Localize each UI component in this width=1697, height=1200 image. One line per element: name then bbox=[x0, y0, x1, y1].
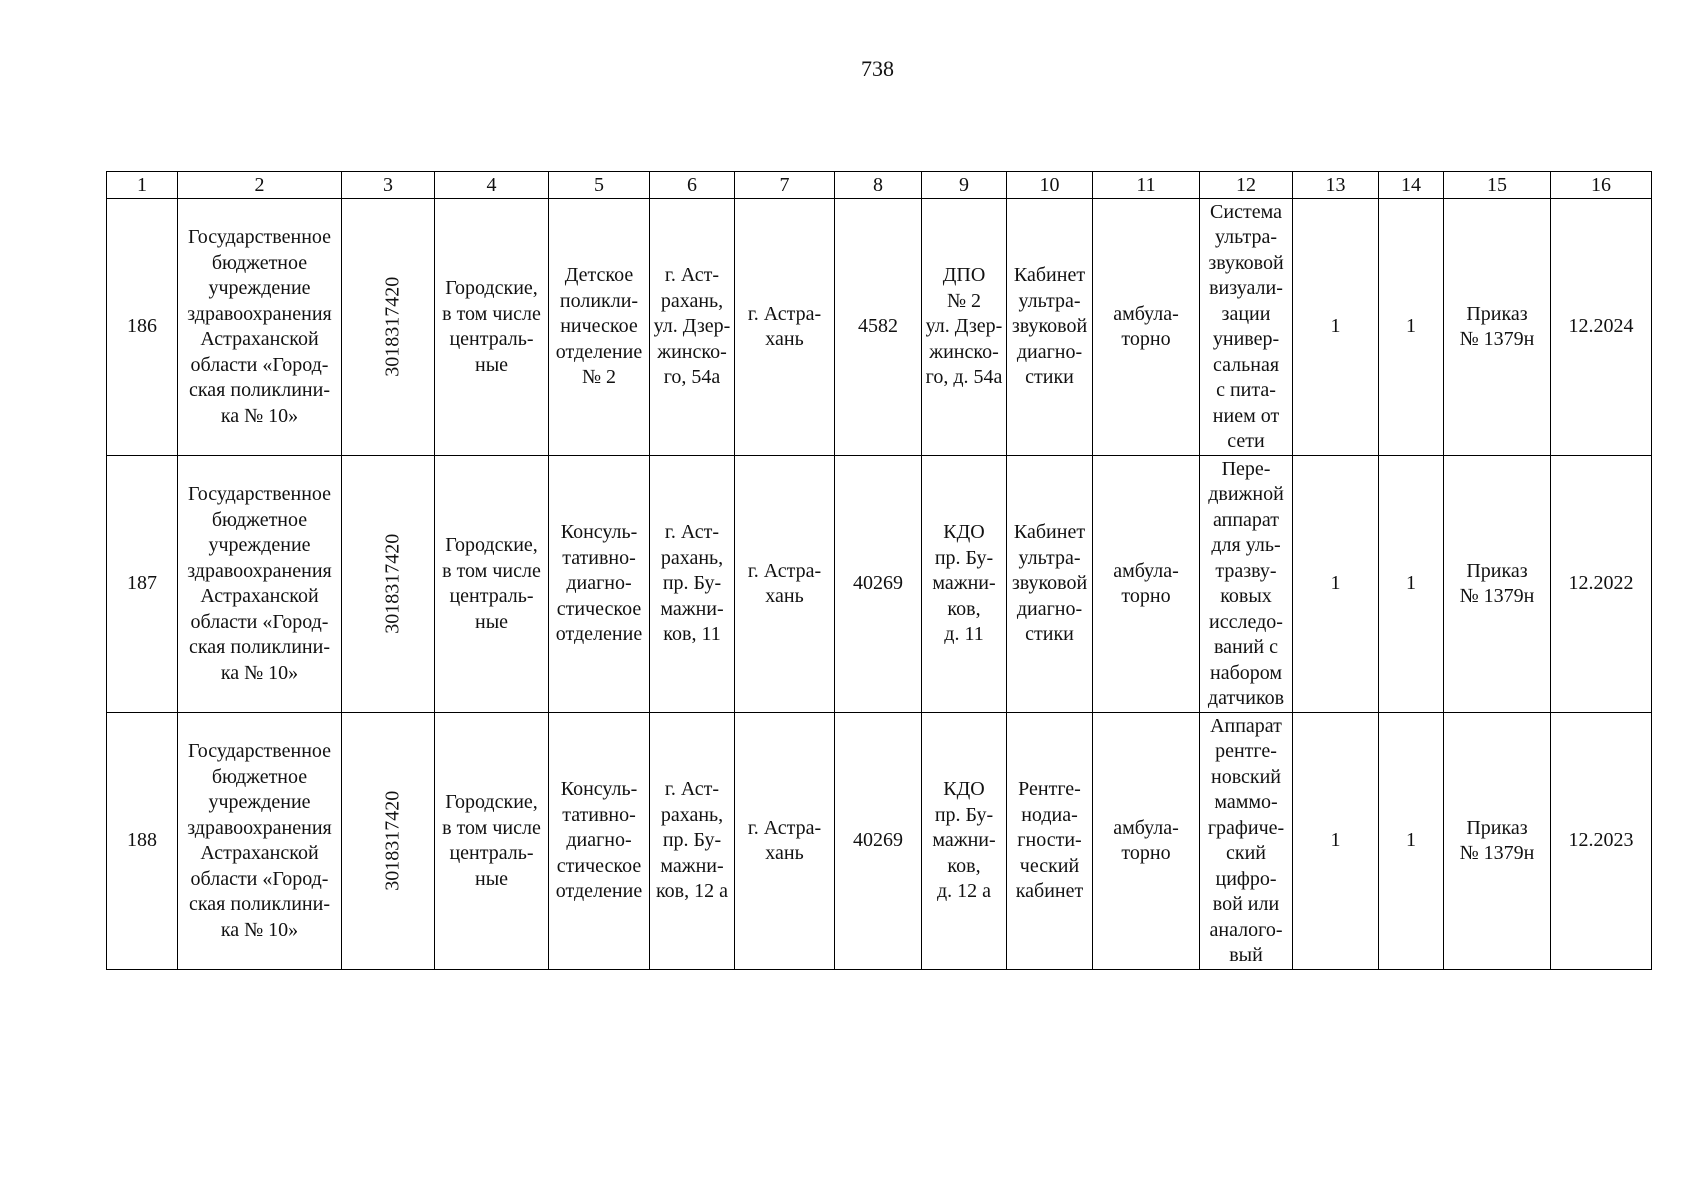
order-reference: Приказ № 1379н bbox=[1444, 713, 1551, 970]
column-number: 7 bbox=[735, 172, 835, 199]
column-number: 3 bbox=[342, 172, 435, 199]
location-address: ДПО № 2 ул. Дзер- жинско- го, д. 54а bbox=[922, 199, 1007, 456]
column-number: 10 bbox=[1007, 172, 1093, 199]
column-number: 11 bbox=[1093, 172, 1200, 199]
column-number: 2 bbox=[178, 172, 342, 199]
table-row bbox=[107, 456, 1652, 713]
page-number: 738 bbox=[861, 56, 894, 81]
organization-name: Государственное бюджетное учреждение здравоохранения Астраханской области «Город- ская поликлини- ка № 10» bbox=[178, 199, 342, 456]
settlement-type: Городские, в том числе централь- ные bbox=[435, 456, 549, 713]
inn-value: 3018317420 bbox=[381, 791, 404, 891]
code-value: 40269 bbox=[835, 713, 922, 970]
cabinet-name: Кабинет ультра- звуковой диагно- стики bbox=[1007, 456, 1093, 713]
column-number-row bbox=[107, 172, 1652, 199]
division-name: Консуль- тативно- диагно- стическое отделение bbox=[549, 456, 650, 713]
column-number: 1 bbox=[107, 172, 178, 199]
column-number: 4 bbox=[435, 172, 549, 199]
column-number: 9 bbox=[922, 172, 1007, 199]
city-name: г. Астра- хань bbox=[735, 456, 835, 713]
quantity-value: 1 bbox=[1293, 713, 1379, 970]
city-name: г. Астра- хань bbox=[735, 713, 835, 970]
column-number: 13 bbox=[1293, 172, 1379, 199]
care-mode: амбула- торно bbox=[1093, 456, 1200, 713]
inn-value: 3018317420 bbox=[381, 534, 404, 634]
inn-value: 3018317420 bbox=[381, 277, 404, 377]
settlement-type: Городские, в том числе централь- ные bbox=[435, 713, 549, 970]
care-mode: амбула- торно bbox=[1093, 713, 1200, 970]
equipment-name: Система ультра- звуковой визуали- зации универ- сальная с пита- нием от сети bbox=[1200, 199, 1293, 456]
date-value: 12.2022 bbox=[1551, 456, 1652, 713]
order-reference: Приказ № 1379н bbox=[1444, 456, 1551, 713]
column-number: 14 bbox=[1379, 172, 1444, 199]
quantity-value: 1 bbox=[1293, 456, 1379, 713]
location-address: КДО пр. Бу- мажни- ков, д. 12 а bbox=[922, 713, 1007, 970]
division-name: Консуль- тативно- диагно- стическое отделение bbox=[549, 713, 650, 970]
equipment-name: Пере- движной аппарат для уль- тразву- ковых исследо- ваний с набором датчиков bbox=[1200, 456, 1293, 713]
quantity-value: 1 bbox=[1379, 713, 1444, 970]
inn-cell bbox=[342, 199, 435, 456]
code-value: 40269 bbox=[835, 456, 922, 713]
location-address: КДО пр. Бу- мажни- ков, д. 11 bbox=[922, 456, 1007, 713]
division-name: Детское поликли- ническое отделение № 2 bbox=[549, 199, 650, 456]
equipment-name: Аппарат рентге- новский маммо- графиче- ский цифро- вой или аналого- вый bbox=[1200, 713, 1293, 970]
inn-cell bbox=[342, 713, 435, 970]
division-address: г. Аст- рахань, пр. Бу- мажни- ков, 12 а bbox=[650, 713, 735, 970]
column-number: 8 bbox=[835, 172, 922, 199]
organization-name: Государственное бюджетное учреждение здравоохранения Астраханской области «Город- ская поликлини- ка № 10» bbox=[178, 456, 342, 713]
table-row bbox=[107, 713, 1652, 970]
cabinet-name: Рентге- нодиа- гности- ческий кабинет bbox=[1007, 713, 1093, 970]
row-number: 186 bbox=[107, 199, 178, 456]
column-number: 12 bbox=[1200, 172, 1293, 199]
order-reference: Приказ № 1379н bbox=[1444, 199, 1551, 456]
quantity-value: 1 bbox=[1379, 199, 1444, 456]
settlement-type: Городские, в том числе централь- ные bbox=[435, 199, 549, 456]
code-value: 4582 bbox=[835, 199, 922, 456]
division-address: г. Аст- рахань, ул. Дзер- жинско- го, 54а bbox=[650, 199, 735, 456]
care-mode: амбула- торно bbox=[1093, 199, 1200, 456]
column-number: 6 bbox=[650, 172, 735, 199]
city-name: г. Астра- хань bbox=[735, 199, 835, 456]
table-row bbox=[107, 199, 1652, 456]
column-number: 15 bbox=[1444, 172, 1551, 199]
row-number: 188 bbox=[107, 713, 178, 970]
organization-name: Государственное бюджетное учреждение здравоохранения Астраханской области «Город- ская поликлини- ка № 10» bbox=[178, 713, 342, 970]
equipment-table bbox=[106, 171, 1652, 970]
division-address: г. Аст- рахань, пр. Бу- мажни- ков, 11 bbox=[650, 456, 735, 713]
date-value: 12.2024 bbox=[1551, 199, 1652, 456]
column-number: 5 bbox=[549, 172, 650, 199]
row-number: 187 bbox=[107, 456, 178, 713]
inn-cell bbox=[342, 456, 435, 713]
date-value: 12.2023 bbox=[1551, 713, 1652, 970]
quantity-value: 1 bbox=[1379, 456, 1444, 713]
quantity-value: 1 bbox=[1293, 199, 1379, 456]
column-number: 16 bbox=[1551, 172, 1652, 199]
cabinet-name: Кабинет ультра- звуковой диагно- стики bbox=[1007, 199, 1093, 456]
